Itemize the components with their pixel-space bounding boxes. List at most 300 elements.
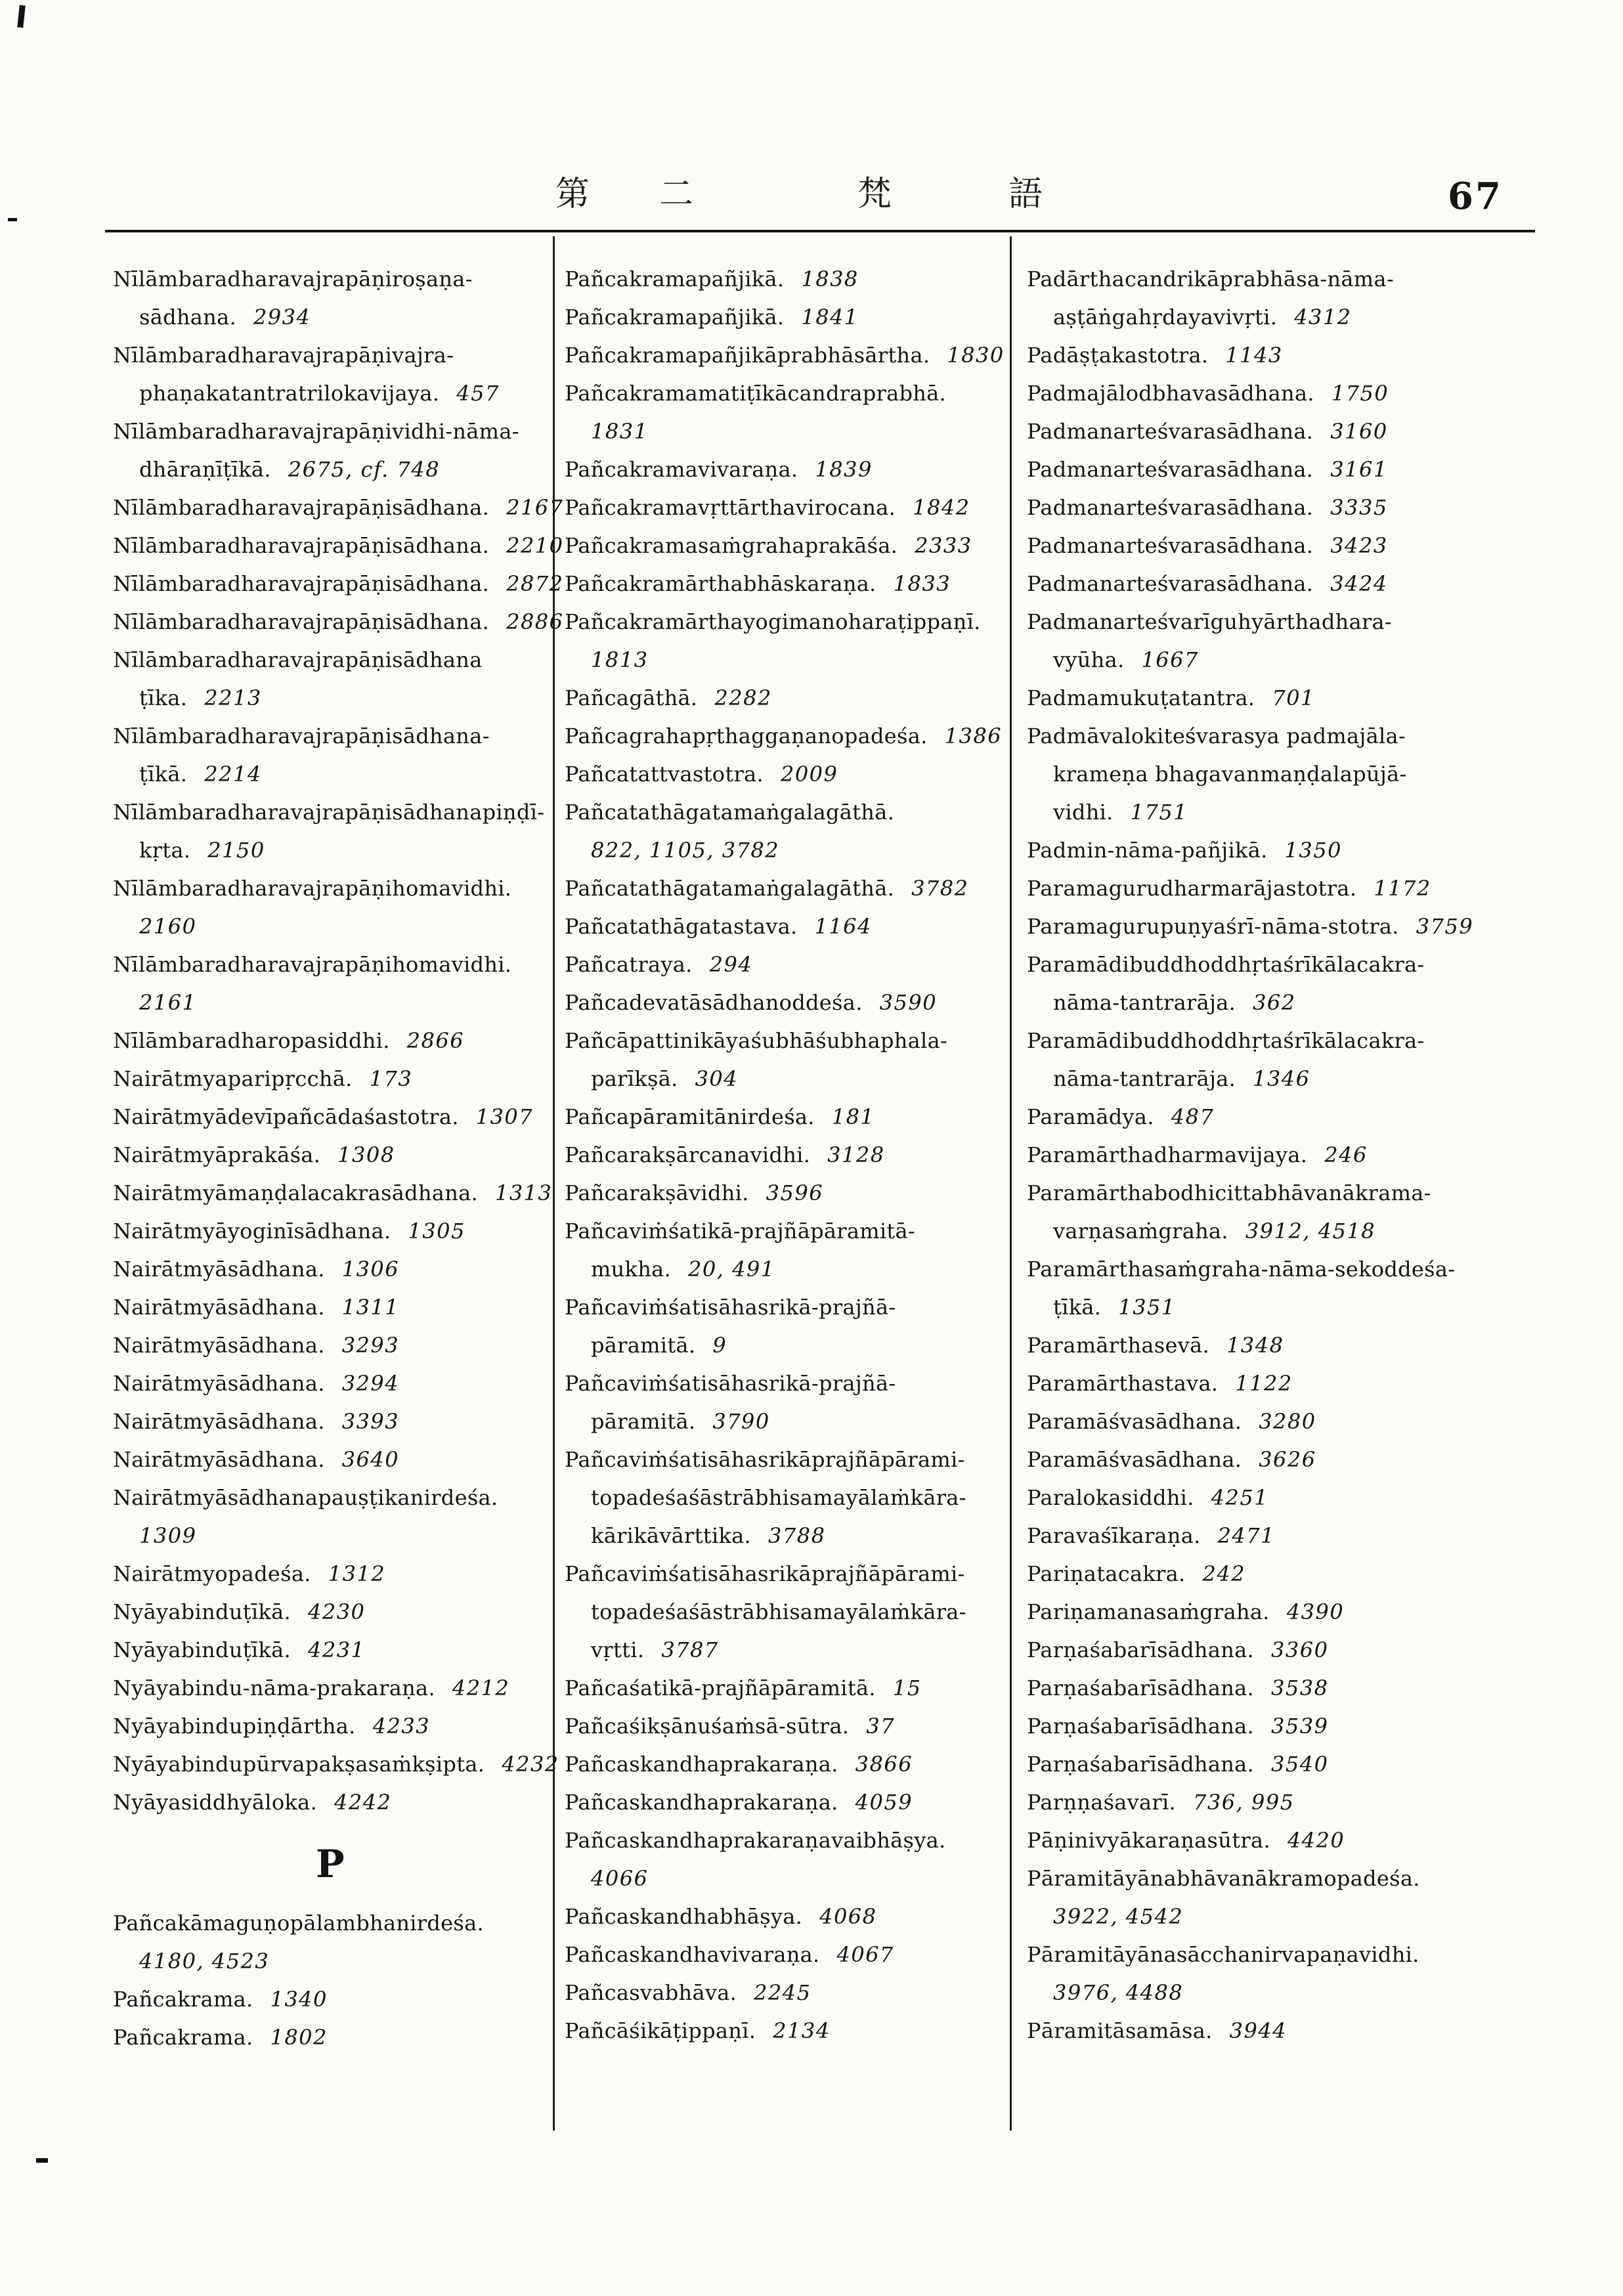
catalog-number: 4233 <box>372 1714 431 1739</box>
catalog-number: 822, 1105, 3782 <box>591 838 780 863</box>
index-entry <box>1027 1631 1534 1669</box>
index-entry <box>1027 603 1534 679</box>
index-entry <box>113 488 564 527</box>
title-text: Padmāvalokiteśvarasya padmajāla- <box>1027 724 1406 748</box>
index-entry <box>1027 1859 1534 1936</box>
entry-line <box>113 1364 548 1402</box>
catalog-number: 4242 <box>334 1790 392 1815</box>
catalog-number: 2213 <box>204 685 262 710</box>
catalog-number: 2161 <box>139 990 197 1015</box>
catalog-number: 15 <box>892 1676 922 1700</box>
catalog-number: 3788 <box>768 1523 826 1548</box>
index-entry <box>565 298 1003 336</box>
entry-line <box>1027 565 1534 603</box>
catalog-number: 1164 <box>814 914 872 939</box>
title-text: Pāramitāsamāsa. <box>1027 2018 1213 2043</box>
catalog-number: 4180, 4523 <box>139 1949 270 1974</box>
title-text: Nīlāmbaradharavajrapāṇisādhana. <box>113 571 490 596</box>
catalog-number: 37 <box>866 1714 896 1739</box>
index-entry <box>1027 527 1534 565</box>
catalog-number: 3128 <box>827 1142 885 1167</box>
title-text: Pañcaviṁśatikā-prajñāpāramitā- <box>565 1219 916 1244</box>
title-text: Nīlāmbaradharavajrapāṇisādhana. <box>113 609 490 634</box>
entry-line <box>565 641 1003 679</box>
index-entry <box>113 1707 548 1745</box>
title-text: Nīlāmbaradharavajrapāṇisādhana. <box>113 533 490 558</box>
entry-line <box>113 1174 553 1212</box>
catalog-number: 1751 <box>1130 800 1188 825</box>
catalog-number: 2333 <box>915 533 972 558</box>
catalog-number: 4232 <box>502 1752 559 1777</box>
entry-line <box>1027 755 1534 793</box>
title-text: topadeśaśāstrābhisamayālaṁkāra- <box>591 1485 966 1510</box>
title-text: Paramārthasaṁgraha-nāma-sekoddeśa- <box>1027 1257 1456 1282</box>
catalog-number: 2866 <box>406 1028 465 1053</box>
catalog-number: 1348 <box>1226 1333 1284 1358</box>
entry-line <box>565 1783 1003 1821</box>
entry-line <box>113 2018 548 2056</box>
title-text: Parṇṇaśavarī. <box>1027 1790 1177 1815</box>
title-text: Nairātmyādevīpañcādaśastotra. <box>113 1104 459 1129</box>
index-entry <box>113 603 564 641</box>
title-text: Nairātmyāsādhanapauṣṭikanirdeśa. <box>113 1485 498 1510</box>
entry-line <box>113 1136 548 1174</box>
title-text: krameṇa bhagavanmaṇḍalapūjā- <box>1053 762 1407 787</box>
title-text: Pañcasvabhāva. <box>565 1980 737 2005</box>
entry-line <box>113 565 564 603</box>
entry-line <box>565 1250 1003 1288</box>
entry-line <box>565 260 1003 298</box>
index-entry <box>1027 679 1534 717</box>
column-divider-right <box>1010 236 1012 2131</box>
entry-line <box>565 1288 1003 1326</box>
entry-line <box>113 336 548 374</box>
title-text: Padmanarteśvarasādhana. <box>1027 571 1314 596</box>
entry-line <box>565 679 1003 717</box>
title-text: Pañcatathāgatastava. <box>565 914 798 939</box>
index-entry <box>565 1288 1003 1364</box>
header-char-bon: 梵 <box>857 175 892 214</box>
catalog-number: 1351 <box>1118 1295 1176 1320</box>
title-text: Nairātmyāyoginīsādhana. <box>113 1219 391 1244</box>
title-text: Padmanarteśvarasādhana. <box>1027 419 1314 444</box>
catalog-number: 304 <box>695 1066 739 1091</box>
catalog-number: 1831 <box>591 419 649 444</box>
entry-line <box>1027 984 1534 1022</box>
index-entry <box>565 1974 1003 2012</box>
entry-line <box>113 869 548 907</box>
scan-artifact <box>36 2158 48 2163</box>
index-entry <box>113 1745 559 1783</box>
catalog-number: 2886 <box>506 609 564 634</box>
index-entry <box>113 1669 548 1707</box>
title-text: Pāramitāyānasācchanirvapaṇavidhi. <box>1027 1942 1419 1967</box>
title-text: Pañcaviṁśatisāhasrikāprajñāpārami- <box>565 1447 965 1472</box>
index-entry <box>1027 565 1534 603</box>
scan-artifact <box>17 5 26 28</box>
index-entry <box>1027 2012 1534 2050</box>
catalog-number: 3294 <box>341 1371 400 1396</box>
catalog-number: 2282 <box>714 685 772 710</box>
title-text: kārikāvārttika. <box>591 1523 752 1548</box>
catalog-number: 1308 <box>337 1142 395 1167</box>
index-entry <box>1027 1402 1534 1440</box>
entry-line <box>565 869 1003 907</box>
entry-line <box>113 1479 548 1517</box>
entry-line <box>565 450 1003 488</box>
title-text: Pañcadevatāsādhanoddeśa. <box>565 990 863 1015</box>
catalog-number: 2134 <box>773 2018 831 2043</box>
title-text: Padmanarteśvarasādhana. <box>1027 495 1314 520</box>
catalog-number: 3280 <box>1259 1409 1316 1434</box>
title-text: Nyāyabindu-nāma-prakaraṇa. <box>113 1676 435 1700</box>
entry-line <box>1027 1364 1534 1402</box>
title-text: Pañcakramapañjikāprabhāsārtha. <box>565 343 930 368</box>
index-entry <box>565 1022 1003 1098</box>
index-entry <box>565 488 1003 527</box>
entry-line <box>1027 679 1534 717</box>
index-entry <box>1027 1326 1534 1364</box>
catalog-number: 3976, 4488 <box>1053 1980 1184 2005</box>
title-text: Padmin-nāma-pañjikā. <box>1027 838 1268 863</box>
entry-line <box>1027 1517 1534 1555</box>
entry-line <box>565 793 1003 831</box>
entry-line <box>113 1022 548 1060</box>
catalog-number: 1309 <box>139 1523 197 1548</box>
index-entry <box>565 1707 1003 1745</box>
entry-line <box>1027 336 1534 374</box>
index-entry <box>113 1250 548 1288</box>
index-entry <box>113 1212 548 1250</box>
column-divider-left <box>553 236 555 2131</box>
entry-line <box>565 1707 1003 1745</box>
index-entry <box>1027 1821 1534 1859</box>
title-text: Nairātmyāsādhana. <box>113 1257 325 1282</box>
title-text: vyūha. <box>1053 647 1125 672</box>
index-entry <box>1027 907 1534 945</box>
catalog-number: 3922, 4542 <box>1053 1904 1184 1929</box>
index-entry <box>113 527 564 565</box>
title-text: Pañcapāramitānirdeśa. <box>565 1104 815 1129</box>
index-entry <box>113 1098 548 1136</box>
title-text: Pañcaskandhaprakaraṇa. <box>565 1790 838 1815</box>
title-text: Pañcagrahapṛthaggaṇanopadeśa. <box>565 724 928 748</box>
entry-line <box>113 1555 548 1593</box>
title-text: Parṇaśabarīsādhana. <box>1027 1676 1254 1700</box>
catalog-number: 2245 <box>754 1980 812 2005</box>
entry-line <box>113 679 548 717</box>
catalog-number: 3640 <box>341 1447 400 1472</box>
entry-line <box>565 2012 1003 2050</box>
title-text: Paramāśvasādhana. <box>1027 1409 1242 1434</box>
index-entry <box>113 717 548 793</box>
header-rule <box>105 230 1535 232</box>
section-heading: P <box>316 1842 345 1886</box>
catalog-number: 3538 <box>1270 1676 1329 1700</box>
index-entry <box>113 1980 548 2018</box>
entry-line <box>1027 1897 1534 1936</box>
catalog-number: 4420 <box>1287 1828 1345 1853</box>
catalog-number: 2934 <box>253 305 311 330</box>
index-entry <box>113 793 548 869</box>
catalog-number: 701 <box>1272 685 1315 710</box>
index-entry <box>565 527 1003 565</box>
catalog-number: 1838 <box>801 267 859 292</box>
catalog-number: 4230 <box>307 1599 366 1624</box>
title-text: Nīlāmbaradharavajrapāṇihomavidhi. <box>113 952 512 977</box>
title-text: Pañcāśikāṭippaṇī. <box>565 2018 756 2043</box>
entry-line <box>565 945 1003 984</box>
entry-line <box>1027 717 1534 755</box>
title-text: Pañcakramavṛttārthavirocana. <box>565 495 896 520</box>
entry-line <box>565 1897 1003 1936</box>
title-text: Pāṇinivyākaraṇasūtra. <box>1027 1828 1270 1853</box>
entry-line <box>113 945 548 984</box>
index-entry <box>565 1174 1003 1212</box>
title-text: Pañcakramasaṁgrahaprakāśa. <box>565 533 898 558</box>
entry-line <box>113 1250 548 1288</box>
catalog-number: 3590 <box>879 990 938 1015</box>
title-text: Nīlāmbaradharavajrapāṇihomavidhi. <box>113 876 512 901</box>
title-text: Pañcakāmaguṇopālambhanirdeśa. <box>113 1911 484 1936</box>
title-text: Pāramitāyānabhāvanākramopadeśa. <box>1027 1866 1420 1891</box>
index-entry <box>113 2018 548 2056</box>
index-entry <box>113 336 548 412</box>
title-text: phaṇakatantratrilokavijaya. <box>139 381 440 406</box>
entry-line <box>1027 1555 1534 1593</box>
title-text: Paravaśīkaraṇa. <box>1027 1523 1201 1548</box>
header-char-go: 語 <box>1008 175 1043 214</box>
index-entry <box>1027 1440 1534 1479</box>
title-text: Nīlāmbaradharavajrapāṇisādhana- <box>113 724 490 748</box>
entry-line <box>565 1098 1003 1136</box>
catalog-number: 1122 <box>1235 1371 1293 1396</box>
index-entry <box>565 717 1003 755</box>
index-entry <box>1027 945 1534 1022</box>
index-entry <box>113 1904 548 1980</box>
title-text: Pañcaskandhavivaraṇa. <box>565 1942 820 1967</box>
index-entry <box>565 1897 1003 1936</box>
entry-line <box>1027 1859 1534 1897</box>
entry-line <box>113 412 548 450</box>
catalog-number: 1305 <box>408 1219 465 1244</box>
title-text: Nairātmyāprakāśa. <box>113 1142 321 1167</box>
catalog-number: 2160 <box>139 914 197 939</box>
title-text: ṭīkā. <box>1053 1295 1102 1320</box>
index-entry <box>565 260 1003 298</box>
index-entry <box>113 1783 548 1821</box>
catalog-number: 3424 <box>1330 571 1388 596</box>
index-entry <box>113 1402 548 1440</box>
catalog-number: 4312 <box>1294 305 1352 330</box>
entry-line <box>1027 1136 1534 1174</box>
entry-line <box>113 907 548 945</box>
index-entry <box>113 260 548 336</box>
entry-line <box>113 793 548 831</box>
entry-line <box>1027 793 1534 831</box>
entry-line <box>1027 1098 1534 1136</box>
catalog-number: 3161 <box>1330 457 1388 482</box>
title-text: Pañcatathāgatamaṅgalagāthā. <box>565 876 895 901</box>
entry-line <box>565 1745 1003 1783</box>
catalog-number: 294 <box>709 952 753 977</box>
entry-line <box>1027 1745 1534 1783</box>
title-text: Nīlāmbaradharavajrapāṇisādhanapiṇḍī- <box>113 800 545 825</box>
catalog-number: 1839 <box>815 457 873 482</box>
title-text: Parṇaśabarīsādhana. <box>1027 1714 1254 1739</box>
index-entry <box>113 1440 548 1479</box>
catalog-number: 4067 <box>836 1942 894 1967</box>
title-text: Nairātmyopadeśa. <box>113 1561 311 1586</box>
title-text: Paramārthasevā. <box>1027 1333 1209 1358</box>
title-text: Paralokasiddhi. <box>1027 1485 1194 1510</box>
entry-line <box>1027 945 1534 984</box>
catalog-number: 3759 <box>1416 914 1474 939</box>
entry-line <box>113 1904 548 1942</box>
entry-line <box>565 1859 1003 1897</box>
entry-line <box>1027 1402 1534 1440</box>
catalog-number: 1306 <box>341 1257 400 1282</box>
title-text: Pañcaviṁśatisāhasrikāprajñāpārami- <box>565 1561 965 1586</box>
index-entry <box>1027 1745 1534 1783</box>
catalog-number: 3423 <box>1330 533 1388 558</box>
title-text: Nīlāmbaradharopasiddhi. <box>113 1028 390 1053</box>
index-entry <box>1027 1098 1534 1136</box>
catalog-number: 1307 <box>475 1104 534 1129</box>
entry-line <box>113 984 548 1022</box>
index-entry <box>113 1022 548 1060</box>
catalog-number: 2675, cf. 748 <box>288 457 441 482</box>
index-entry <box>565 1555 1003 1669</box>
entry-line <box>565 1936 1003 1974</box>
entry-line <box>113 527 564 565</box>
title-text: Nairātmyāsādhana. <box>113 1409 325 1434</box>
entry-line <box>565 717 1003 755</box>
title-text: Paramārthabodhicittabhāvanākrama- <box>1027 1180 1431 1205</box>
entry-line <box>565 374 1003 412</box>
title-text: aṣṭāṅgahṛdayavivṛti. <box>1053 305 1278 330</box>
index-entry <box>565 945 1003 984</box>
entry-line <box>1027 1440 1534 1479</box>
entry-line <box>113 1669 548 1707</box>
catalog-number: 3596 <box>766 1180 824 1205</box>
entry-line <box>565 1631 1003 1669</box>
title-text: Parṇaśabarīsādhana. <box>1027 1637 1254 1662</box>
catalog-number: 1313 <box>494 1180 553 1205</box>
title-text: Pañcarakṣāvidhi. <box>565 1180 749 1205</box>
entry-line <box>565 565 1003 603</box>
entry-line <box>1027 1631 1534 1669</box>
index-entry <box>1027 869 1534 907</box>
entry-line <box>565 1974 1003 2012</box>
index-column-3 <box>1027 260 1534 2050</box>
entry-line <box>1027 907 1534 945</box>
catalog-number: 1340 <box>270 1987 328 2012</box>
title-text: Padmajālodbhavasādhana. <box>1027 381 1314 406</box>
entry-line <box>565 1669 1003 1707</box>
title-text: kṛta. <box>139 838 191 863</box>
entry-line <box>113 1707 548 1745</box>
entry-line <box>565 1136 1003 1174</box>
entry-line <box>1027 1821 1534 1859</box>
entry-line <box>1027 603 1534 641</box>
index-entry <box>565 1669 1003 1707</box>
entry-line <box>565 527 1003 565</box>
index-entry <box>565 755 1003 793</box>
entry-line <box>1027 1936 1534 1974</box>
entry-line <box>565 1022 1003 1060</box>
entry-line <box>1027 1593 1534 1631</box>
index-entry <box>1027 1593 1534 1631</box>
entry-line <box>565 984 1003 1022</box>
title-text: sādhana. <box>139 305 236 330</box>
entry-line <box>1027 1250 1534 1288</box>
index-entry <box>565 565 1003 603</box>
title-text: dhāraṇīṭīkā. <box>139 457 271 482</box>
catalog-number: 3393 <box>341 1409 400 1434</box>
title-text: Pañcakrama. <box>113 1987 253 2012</box>
title-text: Nyāyabindupiṇḍārtha. <box>113 1714 356 1739</box>
title-text: Pañcaskandhaprakaraṇa. <box>565 1752 838 1777</box>
index-entry <box>113 565 564 603</box>
title-text: Pañcakrama. <box>113 2025 253 2050</box>
catalog-number: 487 <box>1171 1104 1215 1129</box>
entry-line <box>113 755 548 793</box>
index-entry <box>1027 1022 1534 1098</box>
index-entry <box>565 1821 1003 1897</box>
index-entry <box>1027 1517 1534 1555</box>
entry-line <box>1027 1479 1534 1517</box>
entry-line <box>1027 412 1534 450</box>
catalog-number: 181 <box>831 1104 875 1129</box>
title-text: mukha. <box>591 1257 672 1282</box>
catalog-number: 4066 <box>591 1866 649 1891</box>
entry-line <box>565 603 1003 641</box>
entry-line <box>1027 1707 1534 1745</box>
title-text: Pañcatathāgatamaṅgalagāthā. <box>565 800 895 825</box>
catalog-number: 246 <box>1324 1142 1368 1167</box>
index-entry <box>113 412 548 488</box>
title-text: parīkṣā. <box>591 1066 678 1091</box>
title-text: Pañcagāthā. <box>565 685 698 710</box>
catalog-number: 2214 <box>204 762 262 787</box>
title-text: Padārthacandrikāprabhāsa-nāma- <box>1027 267 1394 292</box>
entry-line <box>1027 298 1534 336</box>
catalog-number: 362 <box>1253 990 1296 1015</box>
entry-line <box>113 1517 548 1555</box>
catalog-number: 3626 <box>1259 1447 1316 1472</box>
catalog-number: 3782 <box>911 876 969 901</box>
title-text: Pañcakramapañjikā. <box>565 267 785 292</box>
entry-line <box>1027 831 1534 869</box>
title-text: Pañcatattvastotra. <box>565 762 764 787</box>
index-entry <box>1027 1174 1534 1250</box>
title-text: Pañcatraya. <box>565 952 693 977</box>
index-entry <box>1027 1936 1534 2012</box>
catalog-number: 3944 <box>1229 2018 1288 2043</box>
entry-line <box>1027 1326 1534 1364</box>
catalog-number: 1667 <box>1141 647 1199 672</box>
index-entry <box>113 1174 553 1212</box>
catalog-number: 2210 <box>506 533 564 558</box>
entry-line <box>565 336 1003 374</box>
catalog-number: 1346 <box>1253 1066 1310 1091</box>
catalog-number: 4059 <box>855 1790 913 1815</box>
index-entry <box>1027 374 1534 412</box>
entry-line <box>1027 260 1534 298</box>
title-text: Pañcaskandhaprakaraṇavaibhāṣya. <box>565 1828 946 1853</box>
catalog-number: 1841 <box>801 305 859 330</box>
